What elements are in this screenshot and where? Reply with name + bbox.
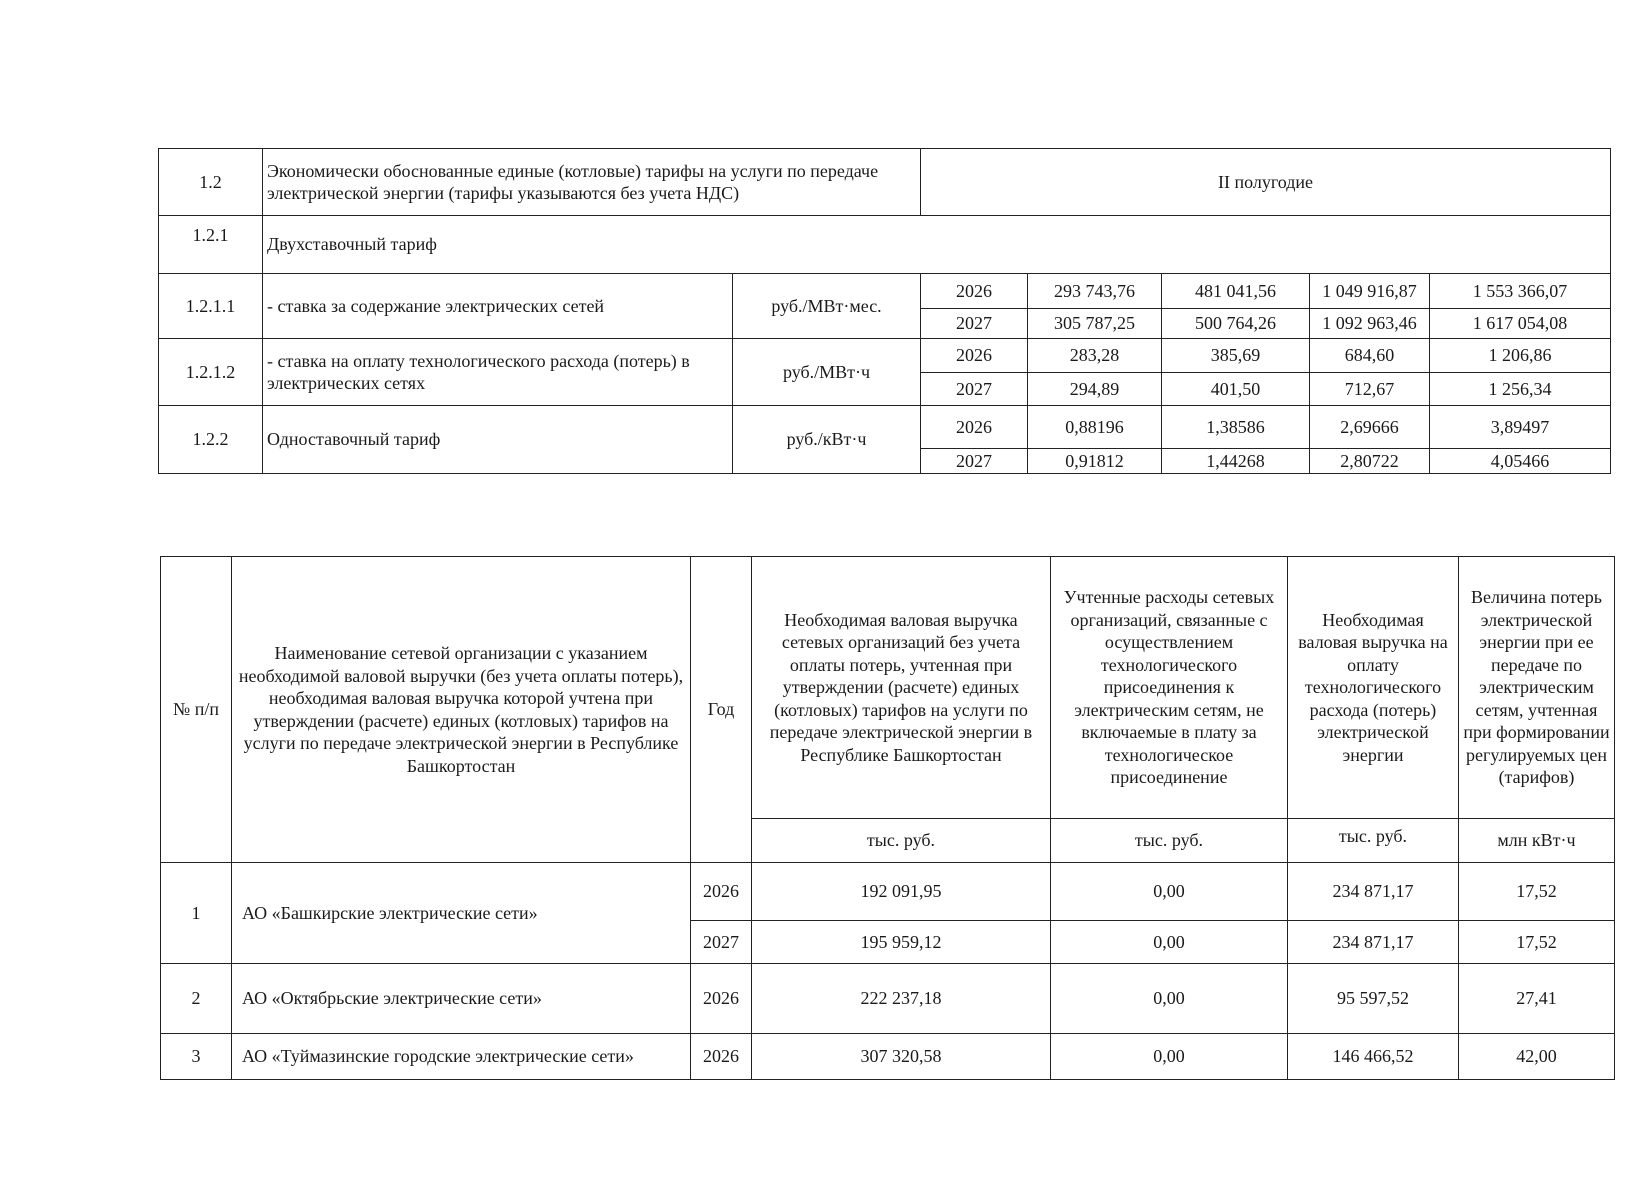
period-label: II полугодие [921,149,1611,216]
header-losses-volume: Величина потерь электрической энергии при ее передаче по электрическим сетям, учтенная при формировании регулируемых цен (тарифов) [1459,557,1615,819]
value-cell: 17,52 [1459,863,1615,921]
year-cell: 2026 [921,274,1028,309]
value-cell: 4,05466 [1430,449,1611,474]
unit-connection-costs: тыс. руб. [1051,819,1288,863]
row-name: - ставка на оплату технологического расхода (потерь) в электрических сетях [263,339,733,406]
row-number: 1.2.1.1 [159,274,263,339]
unit-losses-volume: млн кВт·ч [1459,819,1615,863]
value-cell: 1 256,34 [1430,373,1611,406]
row-name: Одноставочный тариф [263,406,733,474]
header-losses-revenue: Необходимая валовая выручка на оплату технологического расхода (потерь) электрической энергии [1288,557,1459,819]
tariff-table [158,148,1611,474]
row-unit: руб./МВт·ч [733,339,921,406]
year-cell: 2027 [691,921,752,964]
value-cell: 1,44268 [1162,449,1310,474]
value-cell: 1 617 054,08 [1430,309,1611,339]
value-cell: 234 871,17 [1288,921,1459,964]
row-name: - ставка за содержание электрических сетей [263,274,733,339]
row-number: 2 [161,964,232,1034]
value-cell: 0,00 [1051,863,1288,921]
value-cell: 481 041,56 [1162,274,1310,309]
value-cell: 17,52 [1459,921,1615,964]
value-cell: 307 320,58 [752,1034,1051,1080]
value-cell: 0,00 [1051,964,1288,1034]
value-cell: 293 743,76 [1028,274,1162,309]
row-number: 1.2.1.2 [159,339,263,406]
value-cell: 146 466,52 [1288,1034,1459,1080]
value-cell: 712,67 [1310,373,1430,406]
value-cell: 95 597,52 [1288,964,1459,1034]
row-number: 3 [161,1034,232,1080]
value-cell: 1,38586 [1162,406,1310,449]
section-title: Экономически обоснованные единые (котловые) тарифы на услуги по передаче электрической энергии (тарифы указываются без учета НДС) [263,149,921,216]
organization-name: АО «Туймазинские городские электрические сети» [232,1034,691,1080]
year-cell: 2026 [691,964,752,1034]
row-unit: руб./кВт·ч [733,406,921,474]
value-cell: 42,00 [1459,1034,1615,1080]
value-cell: 283,28 [1028,339,1162,373]
value-cell: 0,88196 [1028,406,1162,449]
header-connection-costs: Учтенные расходы сетевых организаций, связанные с осуществлением технологического присоединения к электрическим сетям, не включаемые в плату за технологическое присоединение [1051,557,1288,819]
unit-losses-revenue: тыс. руб. [1288,819,1459,863]
value-cell: 294,89 [1028,373,1162,406]
value-cell: 0,00 [1051,1034,1288,1080]
value-cell: 2,80722 [1310,449,1430,474]
value-cell: 500 764,26 [1162,309,1310,339]
year-cell: 2027 [921,449,1028,474]
network-organizations-table [160,556,1615,1080]
subsection-number: 1.2.1 [159,216,263,274]
year-cell: 2026 [691,863,752,921]
value-cell: 192 091,95 [752,863,1051,921]
value-cell: 385,69 [1162,339,1310,373]
row-number: 1 [161,863,232,964]
header-year: Год [691,557,752,863]
organization-name: АО «Башкирские электрические сети» [232,863,691,964]
value-cell: 195 959,12 [752,921,1051,964]
value-cell: 234 871,17 [1288,863,1459,921]
value-cell: 0,00 [1051,921,1288,964]
value-cell: 1 206,86 [1430,339,1611,373]
year-cell: 2026 [691,1034,752,1080]
value-cell: 27,41 [1459,964,1615,1034]
year-cell: 2026 [921,339,1028,373]
value-cell: 2,69666 [1310,406,1430,449]
header-revenue: Необходимая валовая выручка сетевых организаций без учета оплаты потерь, учтенная при утверждении (расчете) единых (котловых) тарифов на услуги по передаче электрической энергии в Республике Башкортостан [752,557,1051,819]
year-cell: 2026 [921,406,1028,449]
year-cell: 2027 [921,309,1028,339]
value-cell: 1 553 366,07 [1430,274,1611,309]
value-cell: 401,50 [1162,373,1310,406]
value-cell: 3,89497 [1430,406,1611,449]
subsection-title: Двухставочный тариф [263,216,1611,274]
value-cell: 222 237,18 [752,964,1051,1034]
year-cell: 2027 [921,373,1028,406]
unit-revenue: тыс. руб. [752,819,1051,863]
organization-name: АО «Октябрьские электрические сети» [232,964,691,1034]
header-number: № п/п [161,557,232,863]
value-cell: 1 049 916,87 [1310,274,1430,309]
value-cell: 1 092 963,46 [1310,309,1430,339]
value-cell: 0,91812 [1028,449,1162,474]
header-organization-name: Наименование сетевой организации с указанием необходимой валовой выручки (без учета оплаты потерь), необходимая валовая выручка которой учтена при утверждении (расчете) единых (котловых) тарифов на услуги по передаче электрической энергии в Республике Башкортостан [232,557,691,863]
row-unit: руб./МВт·мес. [733,274,921,339]
value-cell: 305 787,25 [1028,309,1162,339]
row-number: 1.2.2 [159,406,263,474]
value-cell: 684,60 [1310,339,1430,373]
section-number: 1.2 [159,149,263,216]
